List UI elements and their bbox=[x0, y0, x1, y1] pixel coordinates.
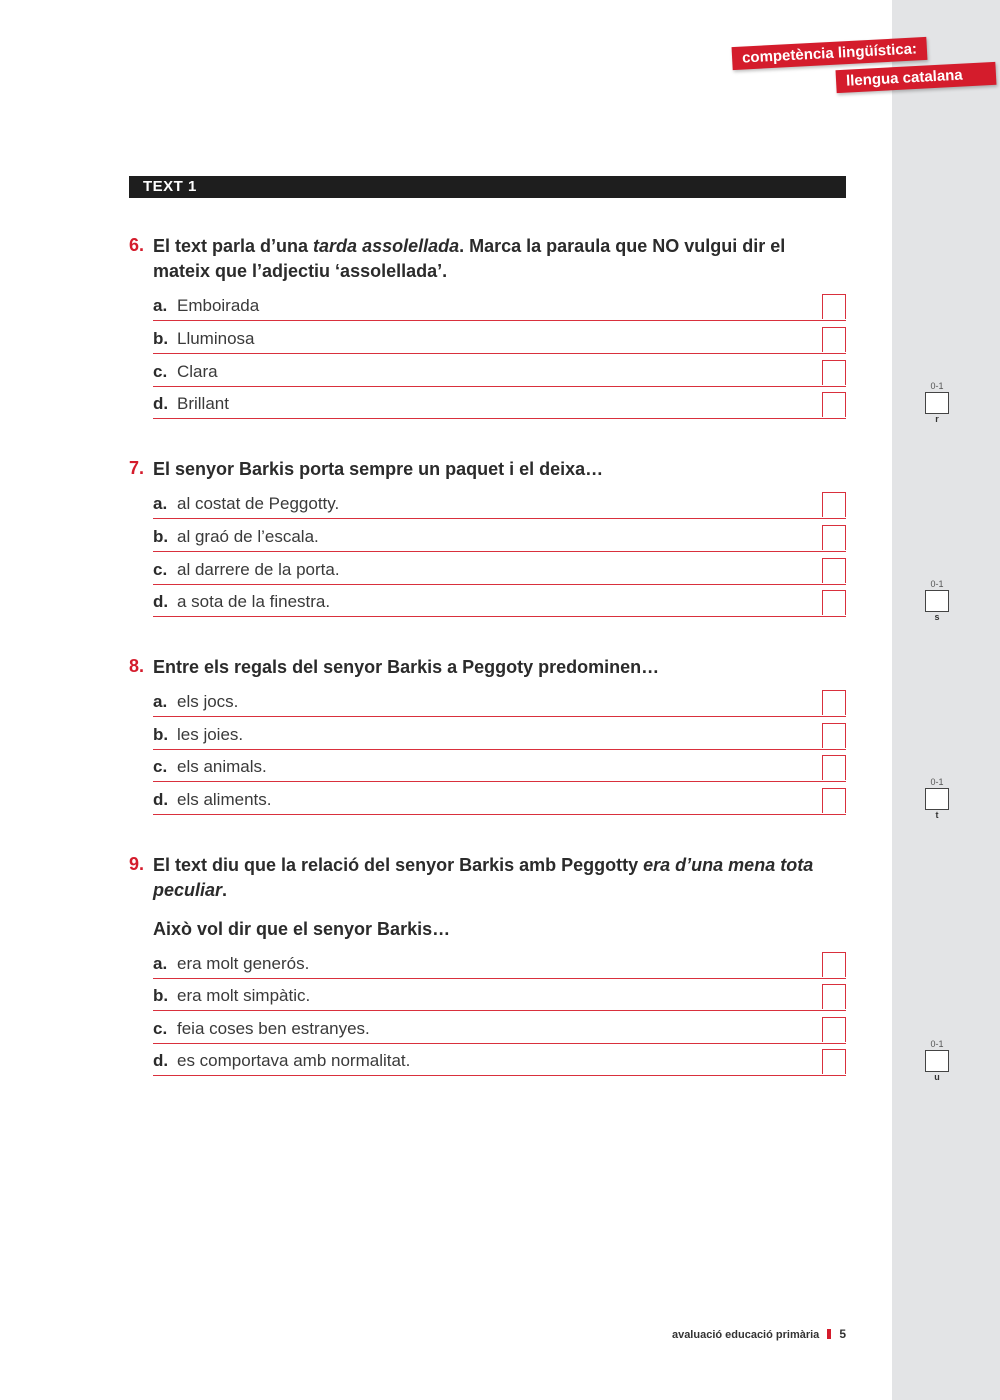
option-text: al graó de l’escala. bbox=[177, 527, 319, 546]
answer-option bbox=[153, 592, 846, 617]
option-text: Clara bbox=[177, 362, 218, 381]
page-number: 5 bbox=[839, 1327, 846, 1341]
score-input[interactable] bbox=[925, 788, 949, 810]
answer-option bbox=[153, 296, 846, 321]
answer-checkbox[interactable] bbox=[822, 492, 846, 517]
answer-checkbox[interactable] bbox=[822, 525, 846, 550]
score-code: u bbox=[934, 1072, 940, 1082]
answer-option bbox=[153, 1051, 846, 1076]
answer-option bbox=[153, 954, 846, 979]
answer-checkbox[interactable] bbox=[822, 690, 846, 715]
option-text: al darrere de la porta. bbox=[177, 560, 340, 579]
option-letter: a. bbox=[153, 494, 168, 513]
answer-checkbox[interactable] bbox=[822, 558, 846, 583]
answer-option bbox=[153, 757, 846, 782]
answer-checkbox[interactable] bbox=[822, 392, 846, 417]
question-number: 7. bbox=[129, 458, 145, 478]
option-letter: a. bbox=[153, 296, 168, 315]
question-text: El text diu que la relació del senyor Barkis amb Peggotty era d’una mena tota peculiar. bbox=[153, 855, 814, 900]
option-letter: b. bbox=[153, 725, 169, 744]
option-letter: d. bbox=[153, 592, 169, 611]
score-range: 0-1 bbox=[930, 777, 944, 787]
answer-option bbox=[153, 494, 846, 519]
answer-checkbox[interactable] bbox=[822, 1049, 846, 1074]
option-letter: b. bbox=[153, 527, 169, 546]
answer-checkbox[interactable] bbox=[822, 360, 846, 385]
question-text: El senyor Barkis porta sempre un paquet i el deixa… bbox=[153, 459, 604, 479]
score-input[interactable] bbox=[925, 392, 949, 414]
option-text: feia coses ben estranyes. bbox=[177, 1019, 370, 1038]
option-text: era molt simpàtic. bbox=[177, 986, 311, 1005]
answer-option bbox=[153, 329, 846, 354]
answer-option bbox=[153, 394, 846, 419]
answer-checkbox[interactable] bbox=[822, 755, 846, 780]
subject-tag-line1: competència lingüística: bbox=[732, 37, 928, 70]
answer-option bbox=[153, 725, 846, 750]
option-text: a sota de la finestra. bbox=[177, 592, 331, 611]
question-number: 8. bbox=[129, 656, 145, 676]
score-box bbox=[924, 381, 950, 424]
option-letter: a. bbox=[153, 954, 168, 973]
score-code: r bbox=[935, 414, 939, 424]
answer-checkbox[interactable] bbox=[822, 952, 846, 977]
score-box bbox=[924, 777, 950, 820]
footer-divider bbox=[827, 1329, 831, 1339]
score-code: s bbox=[934, 612, 940, 622]
score-range: 0-1 bbox=[930, 579, 944, 589]
option-letter: c. bbox=[153, 1019, 168, 1038]
score-box bbox=[924, 579, 950, 622]
answer-checkbox[interactable] bbox=[822, 327, 846, 352]
answer-checkbox[interactable] bbox=[822, 723, 846, 748]
option-text: els jocs. bbox=[177, 692, 239, 711]
option-letter: c. bbox=[153, 362, 168, 381]
margin-sidebar bbox=[892, 0, 1000, 1400]
option-text: els animals. bbox=[177, 757, 267, 776]
option-letter: b. bbox=[153, 329, 169, 348]
answer-checkbox[interactable] bbox=[822, 1017, 846, 1042]
option-letter: d. bbox=[153, 394, 169, 413]
answer-option bbox=[153, 692, 846, 717]
score-range: 0-1 bbox=[930, 381, 944, 391]
answer-checkbox[interactable] bbox=[822, 984, 846, 1009]
question-text: Entre els regals del senyor Barkis a Peggoty predominen… bbox=[153, 657, 660, 677]
footer-label: avaluació educació primària bbox=[671, 1329, 820, 1341]
option-letter: d. bbox=[153, 1051, 169, 1070]
subject-tag-line2: llengua catalana bbox=[836, 62, 997, 93]
answer-option bbox=[153, 560, 846, 585]
option-letter: c. bbox=[153, 757, 168, 776]
score-input[interactable] bbox=[925, 590, 949, 612]
option-letter: a. bbox=[153, 692, 168, 711]
option-letter: d. bbox=[153, 790, 169, 809]
question-number: 9. bbox=[129, 854, 145, 874]
option-text: al costat de Peggotty. bbox=[177, 494, 340, 513]
option-text: Emboirada bbox=[177, 296, 260, 315]
answer-option bbox=[153, 986, 846, 1011]
answer-option bbox=[153, 527, 846, 552]
answer-option bbox=[153, 362, 846, 387]
option-letter: b. bbox=[153, 986, 169, 1005]
question-number: 6. bbox=[129, 235, 145, 255]
question-subtext: Això vol dir que el senyor Barkis… bbox=[153, 919, 451, 939]
score-range: 0-1 bbox=[930, 1039, 944, 1049]
option-text: les joies. bbox=[177, 725, 244, 744]
option-letter: c. bbox=[153, 560, 168, 579]
option-text: era molt generós. bbox=[177, 954, 310, 973]
answer-option bbox=[153, 1019, 846, 1044]
answer-checkbox[interactable] bbox=[822, 788, 846, 813]
section-title: TEXT 1 bbox=[129, 176, 846, 198]
option-text: es comportava amb normalitat. bbox=[177, 1051, 411, 1070]
option-text: els aliments. bbox=[177, 790, 272, 809]
score-box bbox=[924, 1039, 950, 1082]
option-text: Brillant bbox=[177, 394, 229, 413]
question-text: El text parla d’una tarda assolellada. Marca la paraula que NO vulgui dir el mateix que l’adjectiu ‘assolellada’. bbox=[153, 236, 786, 281]
score-input[interactable] bbox=[925, 1050, 949, 1072]
answer-option bbox=[153, 790, 846, 815]
answer-checkbox[interactable] bbox=[822, 294, 846, 319]
score-code: t bbox=[935, 810, 939, 820]
page-footer bbox=[600, 1327, 846, 1341]
option-text: Lluminosa bbox=[177, 329, 255, 348]
answer-checkbox[interactable] bbox=[822, 590, 846, 615]
